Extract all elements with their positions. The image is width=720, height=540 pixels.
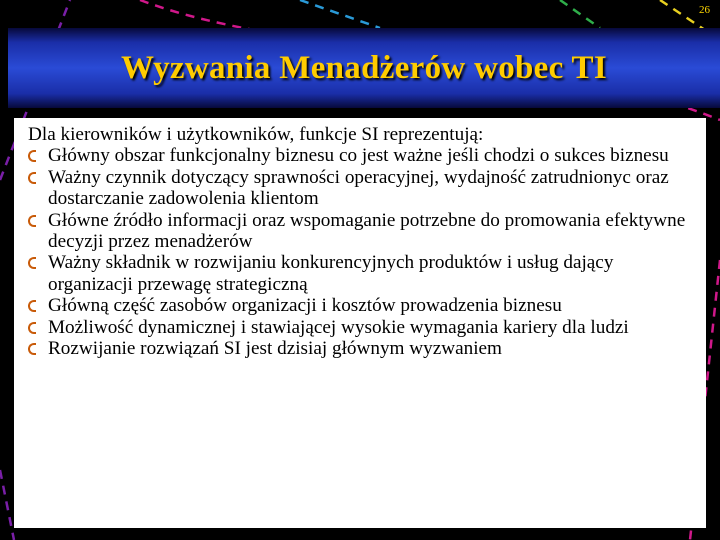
bullet-icon: [28, 343, 36, 355]
bullet-text: Możliwość dynamicznej i stawiającej wysokie wymagania kariery dla ludzi: [48, 316, 629, 338]
slide-title: Wyzwania Menadżerów wobec TI: [121, 49, 607, 86]
bullet-icon: [28, 215, 36, 227]
bullet-item: [28, 167, 698, 210]
bullet-item: [28, 317, 698, 338]
decor-line-blue: [300, 0, 380, 28]
bullet-text: Główny obszar funkcjonalny biznesu co jest ważne jeśli chodzi o sukces biznesu: [48, 145, 669, 167]
decor-line-violet: [0, 470, 14, 540]
bullet-icon: [28, 257, 36, 269]
bullet-icon: [28, 172, 36, 184]
intro-text: Dla kierowników i użytkowników, funkcje SI reprezentują:: [28, 124, 484, 145]
bullet-item: [28, 295, 698, 316]
bullet-item: [28, 338, 698, 359]
content-panel: [14, 118, 706, 528]
slide-number: 26: [699, 4, 710, 16]
bullet-item: [28, 145, 698, 166]
decor-line-green: [560, 0, 600, 28]
bullet-icon: [28, 322, 36, 334]
bullet-icon: [28, 300, 36, 312]
bullet-text: Rozwijanie rozwiązań SI jest dzisiaj głównym wyzwaniem: [48, 338, 502, 360]
bullet-item: [28, 210, 698, 253]
bullet-text: Główną część zasobów organizacji i kosztów prowadzenia biznesu: [48, 295, 562, 317]
bullet-icon: [28, 150, 36, 162]
bullet-list: [28, 145, 698, 359]
bullet-text: Ważny składnik w rozwijaniu konkurencyjnych produktów i usług dający organizacji przewagę strategiczną: [48, 252, 614, 295]
bullet-text: Ważny czynnik dotyczący sprawności operacyjnej, wydajność zatrudnionyc oraz dostarczanie zadowolenia klientom: [48, 166, 669, 210]
bullet-text: Główne źródło informacji oraz wspomaganie potrzebne do promowania efektywne decyzji przez menadżerów: [48, 209, 686, 253]
bullet-item: [28, 252, 698, 295]
